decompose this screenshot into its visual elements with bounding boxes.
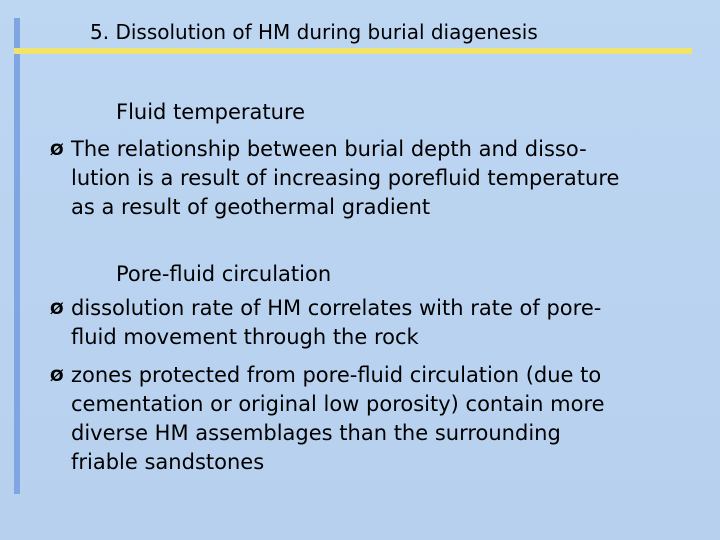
bullet-line: fluid movement through the rock (71, 325, 419, 349)
bullet-line: dissolution rate of HM correlates with rate of pore- (71, 296, 602, 320)
slide-title: 5. Dissolution of HM during burial diagenesis (90, 20, 538, 44)
bullet-text (71, 135, 619, 222)
bullet-text (71, 294, 601, 352)
section-heading-fluid-temperature: Fluid temperature (116, 100, 306, 124)
section-heading-pore-fluid-circulation: Pore-fluid circulation (116, 262, 332, 286)
bullet-text (71, 361, 605, 477)
bullet-arrow-icon: Ø (50, 299, 64, 318)
bullet-arrow-icon: Ø (50, 366, 64, 385)
bullet-arrow-icon: Ø (50, 140, 64, 159)
bullet-line: zones protected from pore-fluid circulation (due to (71, 363, 602, 387)
bullet-line: friable sandstones (71, 450, 265, 474)
bullet-line: diverse HM assemblages than the surrounding (71, 421, 561, 445)
bullet-line: lution is a result of increasing porefluid temperature (71, 166, 620, 190)
title-underline (14, 48, 692, 54)
left-accent-bar (14, 18, 20, 494)
bullet-line: cementation or original low porosity) contain more (71, 392, 605, 416)
bullet-line: The relationship between burial depth and disso- (71, 137, 587, 161)
bullet-line: as a result of geothermal gradient (71, 195, 431, 219)
